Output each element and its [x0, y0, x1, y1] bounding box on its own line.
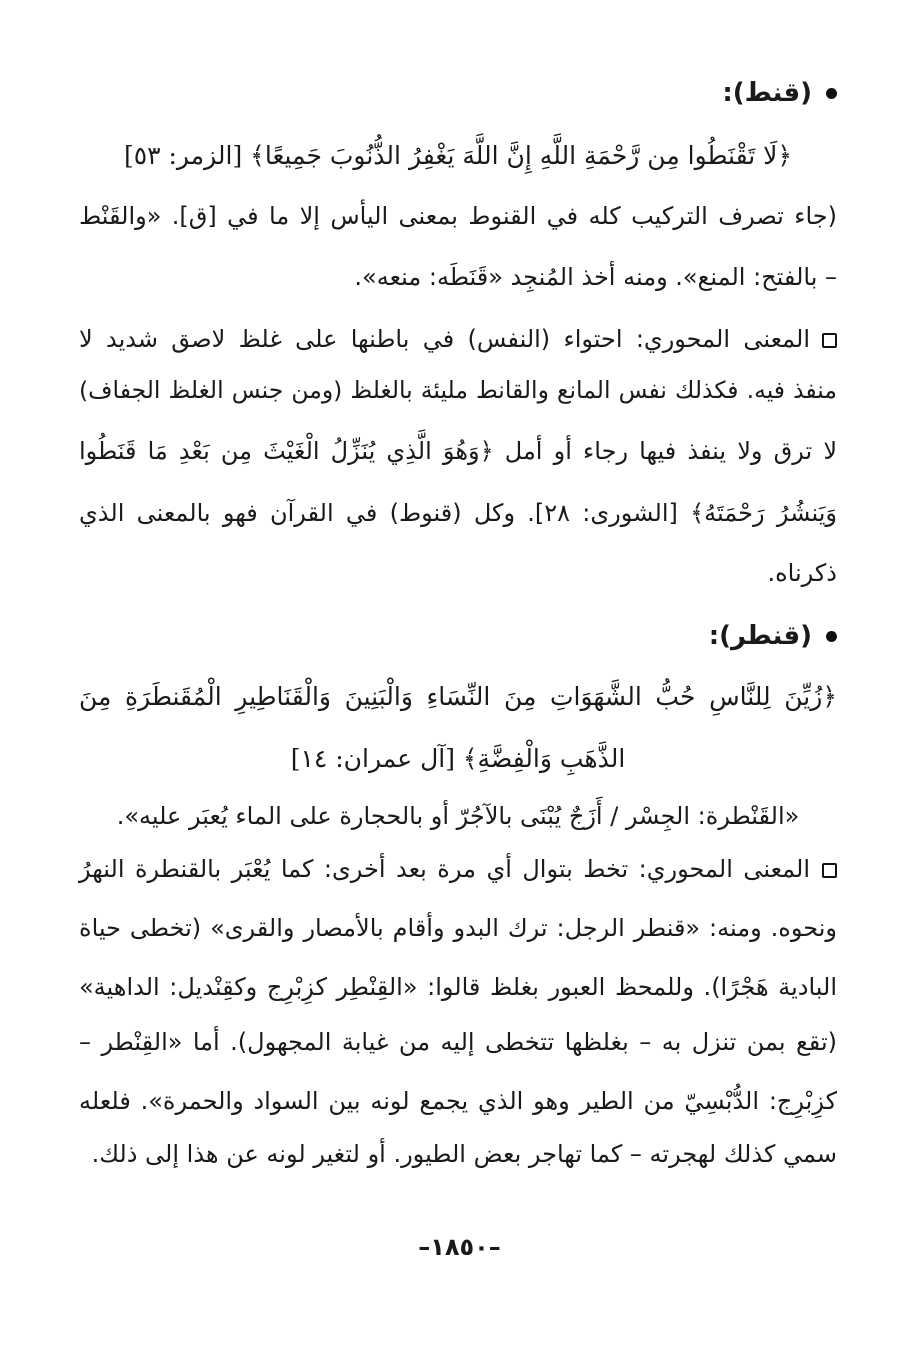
- meaning-line: ونحوه. ومنه: «قنطر الرجل: ترك البدو وأقام بالأمصار والقرى» (تخطى حياة: [79, 914, 837, 942]
- section-heading-qntr-text: (قنطر):: [708, 621, 812, 651]
- meaning-text: المعنى المحوري: تخط بتوال أي مرة بعد أخرى: كما يُعْبَر بالقنطرة النهرُ: [79, 855, 810, 883]
- definition-line: «القَنْطرة: الجِسْر / أَزَجٌ يُبْنَى بالآجُرّ أو بالحجارة على الماء يُعبَر عليه».: [116, 802, 800, 830]
- meaning-line: [79, 852, 837, 886]
- checkbox-square-icon: [822, 333, 837, 348]
- meaning-line: وَيَنشُرُ رَحْمَتَهُ﴾ [الشورى: ٢٨]. وكل (قنوط) في القرآن فهو بالمعنى الذي: [79, 499, 837, 527]
- bullet-icon: [826, 88, 837, 99]
- section-heading-qnt-text: (قنط):: [722, 78, 812, 108]
- page-number: –١٨٥٠–: [418, 1233, 501, 1261]
- meaning-line: لا ترق ولا ينفذ فيها رجاء أو أمل ﴿وَهُوَ الَّذِي يُنَزِّلُ الْغَيْثَ مِن بَعْدِ مَا قَنَطُوا: [79, 437, 837, 465]
- meaning-line: سمي كذلك لهجرته – كما تهاجر بعض الطيور. أو لتغير لونه عن هذا إلى ذلك.: [91, 1140, 837, 1168]
- verse-imran-line1: ﴿زُيِّنَ لِلنَّاسِ حُبُّ الشَّهَوَاتِ مِنَ النِّسَاءِ وَالْبَنِينَ وَالْقَنَاطِيرِ الْمُقَنطَرَةِ مِنَ: [79, 682, 837, 711]
- meaning-line: (تقع بمن تنزل به – بغلظها تتخطى إليه من غيابة المجهول). أما «القِنْطر –: [79, 1028, 837, 1056]
- paragraph-line: (جاء تصرف التركيب كله في القنوط بمعنى اليأس إلا ما في [ق]. «والقَنْط: [79, 202, 837, 230]
- section-heading-qntr: [79, 619, 837, 653]
- meaning-line: منفذ فيه. فكذلك نفس المانع والقانط مليئة بالغلظ (ومن جنس الغلظ الجفاف): [79, 376, 837, 404]
- section-heading-qnt: [79, 76, 837, 110]
- verse-zumar: ﴿لَا تَقْنَطُوا مِن رَّحْمَةِ اللَّهِ إِنَّ اللَّهَ يَغْفِرُ الذُّنُوبَ جَمِيعًا﴾ [الزمر: ٥٣]: [123, 141, 793, 170]
- paragraph-line: – بالفتح: المنع». ومنه أخذ المُنجِد «قَنَطَه: منعه».: [354, 263, 837, 291]
- meaning-line: ذكرناه.: [767, 559, 837, 587]
- meaning-text: المعنى المحوري: احتواء (النفس) في باطنها على غلظ لاصق شديد لا: [79, 325, 810, 353]
- bullet-icon: [826, 631, 837, 642]
- meaning-line: البادية هَجْرًا). وللمحظ العبور بغلظ قالوا: «القِنْطِر كزِبْرِج وكقِنْديل: الداهية»: [79, 973, 837, 1001]
- verse-imran-line2: الذَّهَبِ وَالْفِضَّةِ﴾ [آل عمران: ١٤]: [290, 744, 626, 773]
- meaning-line: كزِبْرِج: الدُّبْسِيّ من الطير وهو الذي يجمع لونه بين السواد والحمرة». فلعله: [79, 1087, 837, 1115]
- checkbox-square-icon: [822, 863, 837, 878]
- meaning-line: [79, 322, 837, 356]
